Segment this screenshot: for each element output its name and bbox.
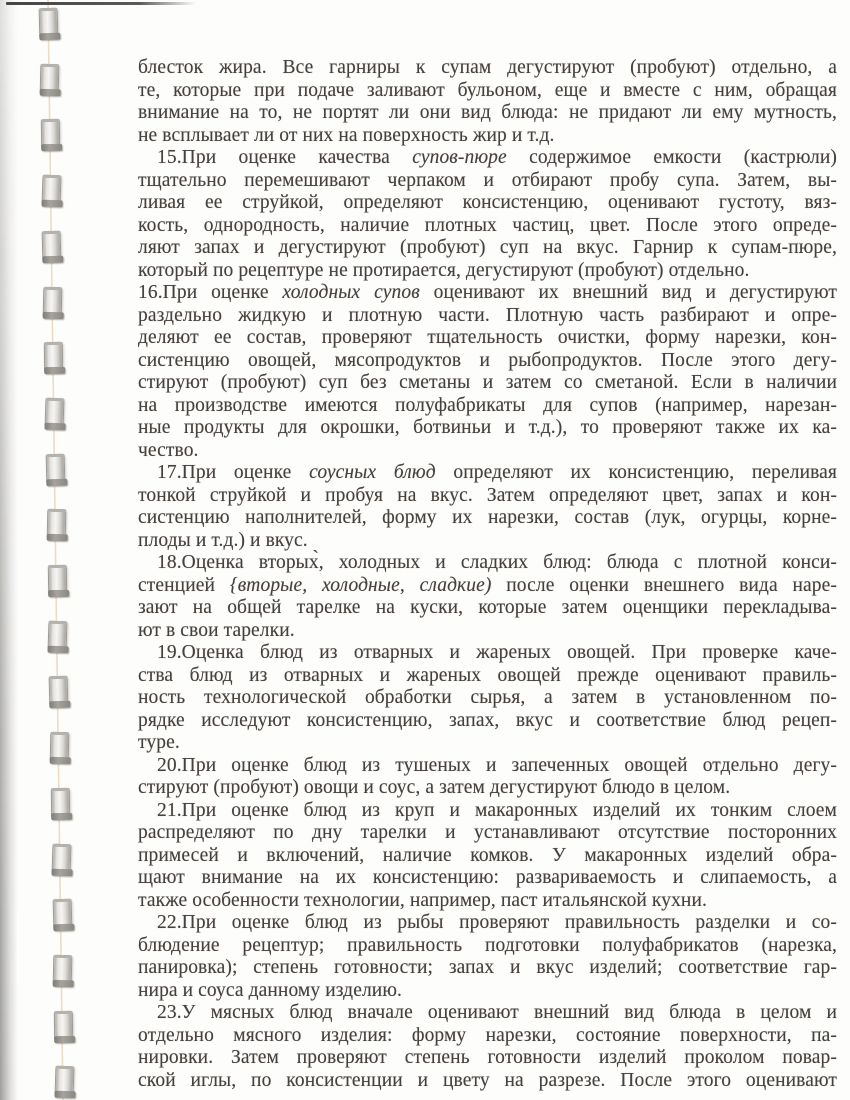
binding-ring <box>46 509 66 540</box>
binding-ring <box>53 955 73 986</box>
text-line <box>138 1070 837 1093</box>
binding-ring <box>44 398 64 430</box>
italic-text-run: соусных блюд <box>309 462 436 483</box>
text-line <box>138 890 837 913</box>
text-line <box>138 552 837 575</box>
text-line <box>138 642 837 665</box>
text-line <box>138 282 837 305</box>
text-run: распределяют по дну тарелки и устанавливают отсутствие посторонних <box>138 822 837 843</box>
text-run: ства блюд из отварных и жареных овощей прежде оценивают правиль- <box>138 664 837 686</box>
text-line <box>138 665 837 688</box>
text-run: систенцию наполнителей, форму их нарезки, состав (лук, огурцы, корне- <box>138 507 837 528</box>
binding-ring <box>40 63 60 94</box>
text-run: 20.При оценке блюд из тушеных и запеченных овощей отдельно дегу- <box>157 754 837 776</box>
text-line <box>138 57 837 80</box>
binding-ring <box>43 286 63 317</box>
binding-ring <box>52 899 72 930</box>
text-run: внимание на то, не портят ли они вид блюда: не придают ли ему мутность, <box>138 102 837 123</box>
binding-ring <box>51 788 70 819</box>
text-line <box>138 462 837 485</box>
text-run: примесей и включений, наличие комков. У макаронных изделий обра- <box>138 844 837 866</box>
binding-ring <box>54 1010 73 1041</box>
text-run: чество. <box>138 439 199 461</box>
text-line <box>138 260 837 283</box>
text-line <box>138 215 837 238</box>
text-run: раздельно жидкую и плотную части. Плотную часть разбирают и опре- <box>138 304 837 326</box>
text-run: деляют ее состав, проверяют тщательность очистки, форму нарезки, кон- <box>138 327 837 348</box>
text-line <box>138 822 837 845</box>
text-run: 21.При оценке блюд из круп и макаронных изделий их тонким слоем <box>157 799 837 821</box>
binding-ring <box>39 8 59 39</box>
text-run: оценивают их внешний вид и дегустируют <box>419 282 837 303</box>
text-run: туре. <box>138 732 180 753</box>
text-run: 22.При оценке блюд из рыбы проверяют правильность разделки и со- <box>157 912 837 933</box>
text-run: систенцию овощей, мясопродуктов и рыбопродуктов. После этого дегу- <box>138 349 837 371</box>
text-run: плоды и т.д.) и вкус. <box>138 529 308 551</box>
text-line <box>138 575 837 598</box>
text-line <box>138 710 837 733</box>
text-line <box>138 957 837 980</box>
binding-ring <box>40 119 59 150</box>
text-run: 18.Оценка вторых̀, холодных и сладких блюд: блюда с плотной конси- <box>157 552 837 573</box>
binding-ring <box>50 732 70 763</box>
text-line <box>138 170 837 193</box>
text-line <box>138 350 837 373</box>
text-line <box>138 867 837 890</box>
text-run: нировки. Затем проверяют степень готовности изделий проколом повар- <box>138 1047 837 1068</box>
binding-ring <box>44 342 63 373</box>
text-line <box>138 597 837 620</box>
text-line <box>138 507 837 530</box>
text-line <box>138 395 837 418</box>
text-run: нира и соуса данному изделию. <box>138 979 402 1001</box>
text-line <box>138 485 837 508</box>
text-run: ют в свои тарелки. <box>138 619 295 641</box>
binding-ring <box>45 453 65 484</box>
italic-text-run: {вторые, холодные, сладкие) <box>229 574 492 596</box>
text-line <box>138 440 837 463</box>
text-run: 15.При оценке качества <box>157 147 413 168</box>
text-line <box>138 620 837 643</box>
text-run: блесток жира. Все гарниры к супам дегустируют (пробуют) отдельно, а <box>138 57 837 78</box>
text-line <box>138 192 837 215</box>
text-line <box>138 80 837 103</box>
binding-ring <box>47 565 66 596</box>
text-run: стенцией <box>138 574 230 596</box>
text-run: стируют (пробуют) овощи и соус, а затем дегустируют блюдо в целом. <box>138 777 731 798</box>
text-run: 23.У мясных блюд вначале оценивают внешний вид блюда в целом и <box>157 1002 837 1023</box>
text-line <box>138 1025 837 1048</box>
text-run: также особенности технологии, например, паст итальянской кухни. <box>138 889 707 911</box>
text-run: тщательно перемешивают черпаком и отбирают пробу супа. Затем, вы- <box>138 169 837 191</box>
binding-ring <box>48 620 68 652</box>
text-line <box>138 980 837 1003</box>
text-run: на производстве имеются полуфабрикаты для супов (например, нарезан- <box>138 394 837 416</box>
text-line <box>138 372 837 395</box>
text-line <box>138 237 837 260</box>
text-line <box>138 147 837 170</box>
text-line <box>138 1047 837 1070</box>
italic-text-run: холодных супов <box>282 282 420 303</box>
text-line <box>138 935 837 958</box>
text-run: определяют их консистенцию, переливая <box>435 462 837 483</box>
text-line <box>138 305 837 328</box>
binding-ring <box>41 175 61 207</box>
text-run: ливая ее струйкой, определяют консистенцию, оценивают густоту, вяз- <box>138 192 837 213</box>
text-run: ные продукты для окрошки, ботвиньи и т.д.), то проверяют также их ка- <box>138 417 837 438</box>
text-run: щают внимание на их консистенцию: развариваемость и слипаемость, а <box>138 867 837 888</box>
binding-ring <box>51 843 71 875</box>
text-run: 19.Оценка блюд из отварных и жареных овощей. При проверке каче- <box>157 642 837 663</box>
text-line <box>138 845 837 868</box>
text-run: отдельно мясного изделия: форму нарезки, состояние поверхности, па- <box>138 1024 837 1046</box>
text-run: блюдение рецептур; правильность подготовки полуфабрикатов (нарезка, <box>138 934 837 956</box>
text-run: тонкой струйкой и пробуя на вкус. Затем определяют цвет, запах и кон- <box>138 484 837 506</box>
text-run: зают на общей тарелке на куски, которые затем оценщики перекладыва- <box>138 597 837 618</box>
text-line <box>138 417 837 440</box>
text-line <box>138 755 837 778</box>
text-run: 17.При оценке <box>157 462 310 483</box>
scan-edge-shadow <box>0 0 18 1100</box>
text-run: те, которые при подаче заливают бульоном, еще и вместе с ним, обращая <box>138 79 837 101</box>
text-line <box>138 912 837 935</box>
document-text <box>138 57 837 1092</box>
text-line <box>138 125 837 148</box>
text-line <box>138 530 837 553</box>
text-run: ляют запах и дегустируют (пробуют) суп на вкус. Гарнир к супам-пюре, <box>138 237 837 258</box>
text-run: не всплывает ли от них на поверхность жир и т.д. <box>138 124 555 146</box>
italic-text-run: супов-пюре <box>412 147 507 168</box>
text-line <box>138 777 837 800</box>
text-line <box>138 327 837 350</box>
text-run: 16.При оценке <box>138 282 283 303</box>
text-run: панировка); степень готовности; запах и вкус изделий; соответствие гар- <box>138 957 837 978</box>
text-line <box>138 800 837 823</box>
text-run: стируют (пробуют) суп без сметаны и затем со сметаной. Если в наличии <box>138 372 837 393</box>
text-line <box>138 687 837 710</box>
binding-ring <box>42 231 62 262</box>
text-line <box>138 732 837 755</box>
text-run: кость, однородность, наличие плотных частиц, цвет. После этого опреде- <box>138 214 837 236</box>
text-run: ность технологической обработки сырья, а затем в установленном по- <box>138 687 837 708</box>
text-run: после оценки внешнего вида наре- <box>491 574 837 596</box>
text-run: рядке исследуют консистенцию, запах, вкус и соответствие блюд рецеп- <box>138 709 837 731</box>
text-line <box>138 102 837 125</box>
binding-ring <box>55 1066 75 1098</box>
text-run: который по рецептуре не протирается, дегустируют (пробуют) отдельно. <box>138 259 750 281</box>
binding-ring <box>49 676 69 707</box>
text-run: ской иглы, по консистенции и цвету на разрезе. После этого оценивают <box>138 1069 837 1091</box>
text-run: содержимое емкости (кастрюли) <box>506 147 837 168</box>
scan-top-edge-line <box>6 2 196 5</box>
text-line <box>138 1002 837 1025</box>
